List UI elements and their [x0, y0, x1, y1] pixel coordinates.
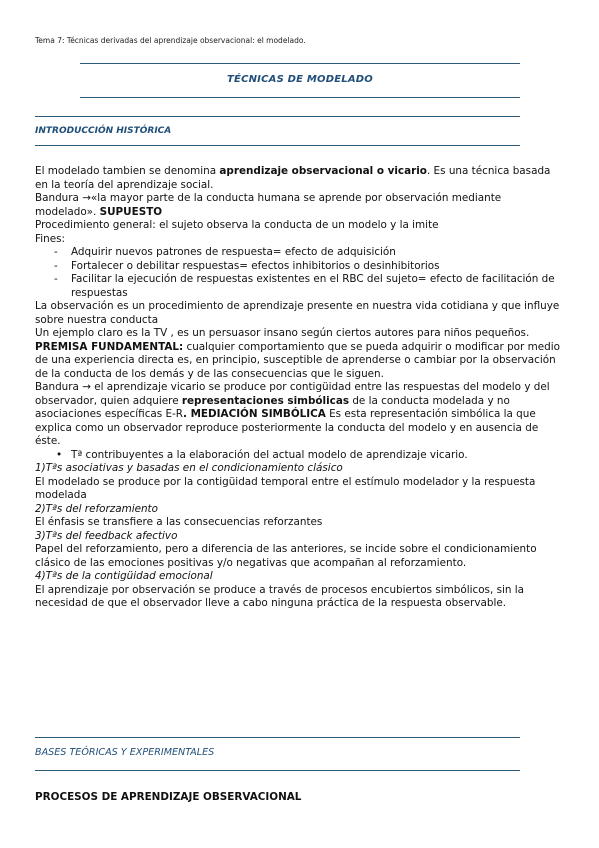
- bold-term: . MEDIACIÓN SIMBÓLICA: [183, 408, 326, 420]
- fines-list: [35, 246, 562, 300]
- paragraph-ejemplo-tv: Un ejemplo claro es la TV , es un persuasor insano según ciertos autores para niños pequeños.: [35, 327, 530, 339]
- intro-rule-top: [35, 116, 520, 117]
- theory-text: El énfasis se transfiere a las consecuencias reforzantes: [35, 516, 323, 528]
- theory-text: Papel del reforzamiento, pero a diferencia de las anteriores, se incide sobre el condicionamiento clásico de las emociones positivas y/o negativas que acompañan al reforzamiento.: [35, 543, 537, 569]
- title-rule-bottom: [80, 97, 520, 98]
- section-heading-intro: INTRODUCCIÓN HISTÓRICA: [35, 126, 172, 136]
- section-heading-procesos: PROCESOS DE APRENDIZAJE OBSERVACIONAL: [35, 791, 302, 803]
- section-heading-bases: BASES TEÓRICAS Y EXPERIMENTALES: [35, 747, 215, 758]
- bullet-dot-icon: •: [56, 448, 63, 461]
- paragraph-definicion: [35, 165, 562, 192]
- text-run: Es esta representación simbólica la que explica como un observador reproduce posteriormente la conducta del modelo y en ausencia de éste.: [35, 408, 539, 447]
- document-title: TÉCNICAS DE MODELADO: [227, 74, 373, 85]
- intro-rule-bottom: [35, 145, 520, 146]
- bases-rule-top: [35, 737, 520, 738]
- text-run: El modelado tambien se denomina: [35, 165, 220, 177]
- list-item-text: Adquirir nuevos patrones de respuesta= efecto de adquisición: [71, 246, 396, 258]
- paragraph-mediacion: [35, 381, 562, 449]
- text-run: . Es una técnica basada en la teoría del aprendizaje social.: [35, 165, 551, 191]
- paragraph-observacion: La observación es un procedimiento de aprendizaje presente en nuestra vida cotidiana y que influye sobre nuestra conducta: [35, 300, 560, 326]
- title-rule-top: [80, 63, 520, 64]
- theory-heading: 1)Tªs asociativas y basadas en el condicionamiento clásico: [35, 462, 343, 474]
- theory-heading: 2)Tªs del reforzamiento: [35, 502, 158, 515]
- text-run: Bandura → el aprendizaje vicario se produce por contigüidad entre las respuestas del modelo y del observador, quien adquiere: [35, 381, 550, 407]
- list-item-text: Fortalecer o debilitar respuestas= efectos inhibitorios o desinhibitorios: [71, 259, 440, 272]
- list-item: [35, 273, 562, 300]
- paragraph-bandura-supuesto: [35, 192, 562, 219]
- document-body: [35, 165, 562, 611]
- list-item: [35, 260, 562, 274]
- bold-term: SUPUESTO: [99, 205, 163, 218]
- dash-marker: -: [54, 273, 58, 285]
- dash-marker: -: [54, 259, 58, 272]
- text-run: Bandura →«la mayor parte de la conducta humana se aprende por observación mediante modelado».: [35, 192, 502, 218]
- text-run: de la conducta modelada y no asociaciones específicas E-R: [35, 394, 510, 420]
- fines-label: Fines:: [35, 232, 65, 245]
- theory-heading: 3)Tªs del feedback afectivo: [35, 529, 178, 542]
- bases-rule-bottom: [35, 770, 520, 771]
- dash-marker: -: [54, 246, 58, 258]
- paragraph-procedimiento: Procedimiento general: el sujeto observa la conducta de un modelo y la imite: [35, 219, 439, 231]
- theory-text: El aprendizaje por observación se produce a través de procesos encubiertos simbólicos, sin la necesidad de que el observador lleve a cabo ninguna práctica de la respuesta observable.: [35, 583, 525, 609]
- paragraph-premisa: [35, 341, 562, 382]
- bold-term: representaciones simbólicas: [181, 394, 350, 407]
- bullet-text: Tª contribuyentes a la elaboración del actual modelo de aprendizaje vicario.: [71, 448, 468, 461]
- list-item-text: Facilitar la ejecución de respuestas existentes en el RBC del sujeto= efecto de facilitación de respuestas: [71, 273, 555, 299]
- theory-heading: 4)Tªs de la contigüidad emocional: [35, 570, 213, 582]
- page-header: Tema 7: Técnicas derivadas del aprendizaje observacional: el modelado.: [35, 36, 306, 45]
- bold-term: PREMISA FUNDAMENTAL:: [35, 340, 184, 353]
- theory-text: El modelado se produce por la contigüidad temporal entre el estímulo modelador y la respuesta modelada: [35, 475, 536, 501]
- list-item: [35, 246, 562, 260]
- bold-term: aprendizaje observacional o vicario: [219, 165, 427, 177]
- bullet-item: [35, 449, 562, 463]
- text-run: cualquier comportamiento que se pueda adquirir o modificar por medio de una experiencia directa es, en principio, susceptible de aprenderse o cambiar por la observación de la conducta de los demás y de las consecuencias que le siguen.: [35, 340, 560, 380]
